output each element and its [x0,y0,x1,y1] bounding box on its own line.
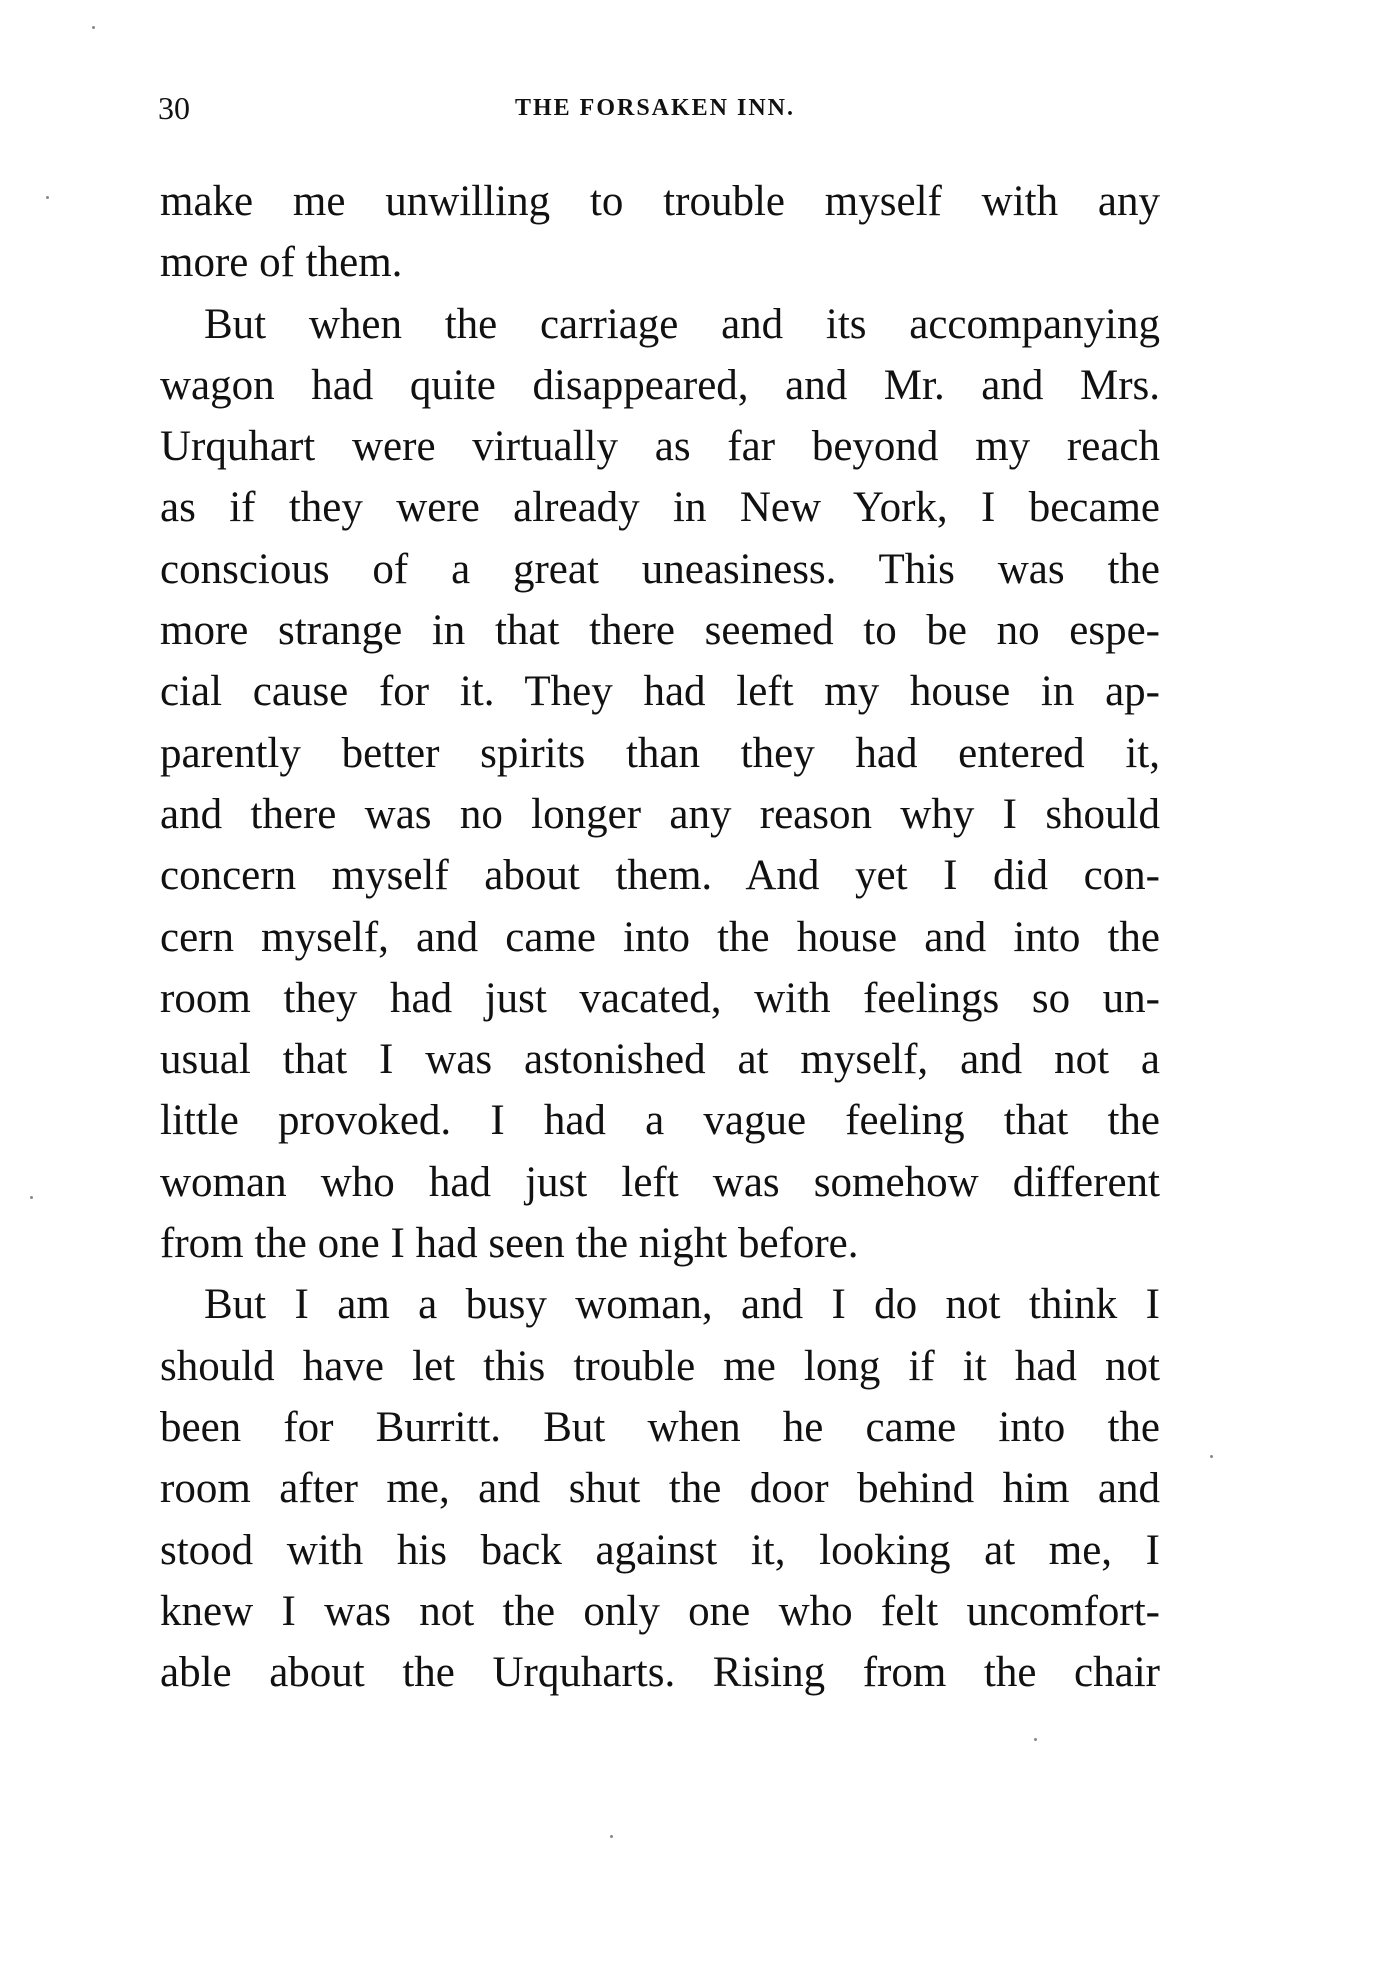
text-line: make me unwilling to trouble myself with any [160,178,1160,225]
text-line: parently better spirits than they had entered it, [160,729,1160,777]
text-line: more strange in that there seemed to be no espe- [160,607,1160,655]
text-line: Urquhart were virtually as far beyond my reach [160,423,1160,471]
text-line: usual that I was astonished at myself, and not a [160,1036,1160,1084]
page-number: 30 [158,90,190,126]
paper-speck [1034,1738,1037,1741]
text-line: stood with his back against it, looking at me, I [160,1526,1160,1574]
text-line: and there was no longer any reason why I should [160,790,1160,838]
text-line: from the one I had seen the night before. [160,1220,859,1268]
text-line: concern myself about them. And yet I did con- [160,852,1160,900]
text-line: cial cause for it. They had left my house in ap- [160,668,1160,716]
text-line: conscious of a great uneasiness. This was the [160,545,1160,593]
paper-speck [92,26,95,29]
text-line: wagon had quite disappeared, and Mr. and Mrs. [160,361,1160,409]
text-line: But when the carriage and its accompanying [204,300,1160,348]
text-line: room after me, and shut the door behind him and [160,1465,1160,1513]
running-title: THE FORSAKEN INN. [514,95,796,121]
text-line: more of them. [160,239,403,287]
body-text [160,171,1160,1703]
paper-speck [1210,1455,1213,1458]
text-line: little provoked. I had a vague feeling that the [160,1097,1160,1145]
text-line: cern myself, and came into the house and into the [160,913,1160,961]
paper-speck [30,1196,33,1199]
text-line: as if they were already in New York, I became [160,484,1160,532]
text-line: woman who had just left was somehow different [160,1158,1160,1206]
text-line: knew I was not the only one who felt uncomfort- [160,1587,1160,1635]
text-line: should have let this trouble me long if it had not [160,1342,1160,1390]
paper-speck [610,1835,613,1838]
text-line: But I am a busy woman, and I do not think I [204,1281,1160,1329]
text-line: been for Burritt. But when he came into the [160,1403,1160,1451]
text-line: able about the Urquharts. Rising from the chair [160,1649,1160,1697]
paper-speck [46,196,49,199]
page-header [150,88,1160,128]
text-line: room they had just vacated, with feelings so un- [160,974,1160,1022]
